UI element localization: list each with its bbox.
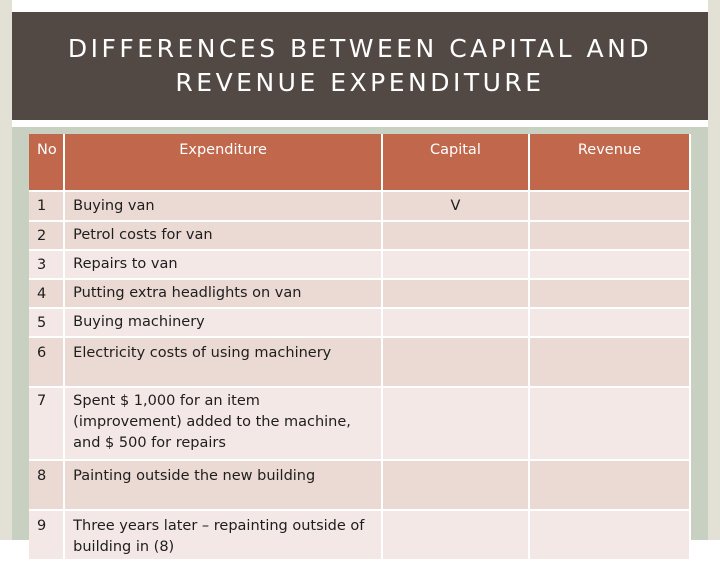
row-expenditure: Three years later – repainting outside of building in (8) <box>65 511 383 561</box>
header-capital: Capital <box>383 134 530 192</box>
row-revenue <box>530 222 691 251</box>
row-number: 5 <box>29 309 65 338</box>
table-row <box>29 388 691 461</box>
row-capital <box>383 338 530 388</box>
row-number: 4 <box>29 280 65 309</box>
row-number: 2 <box>29 222 65 251</box>
row-revenue <box>530 251 691 280</box>
row-capital: V <box>383 192 530 222</box>
left-decorative-stripe <box>0 0 12 540</box>
table-row <box>29 309 691 338</box>
row-expenditure: Spent $ 1,000 for an item (improvement) added to the machine, and $ 500 for repairs <box>65 388 383 461</box>
row-expenditure: Buying machinery <box>65 309 383 338</box>
row-number: 7 <box>29 388 65 461</box>
table-row <box>29 338 691 388</box>
table-row <box>29 461 691 511</box>
row-revenue <box>530 388 691 461</box>
row-number: 8 <box>29 461 65 511</box>
table-row <box>29 280 691 309</box>
page-title: DIFFERENCES BETWEEN CAPITAL AND REVENUE EXPENDITURE <box>67 34 653 97</box>
row-capital <box>383 280 530 309</box>
row-capital <box>383 251 530 280</box>
table-row <box>29 251 691 280</box>
right-decorative-stripe <box>708 0 720 540</box>
row-capital <box>383 388 530 461</box>
row-expenditure: Electricity costs of using machinery <box>65 338 383 388</box>
row-revenue <box>530 338 691 388</box>
expenditure-table <box>29 134 691 561</box>
row-number: 1 <box>29 192 65 222</box>
row-capital <box>383 309 530 338</box>
table-row <box>29 192 691 222</box>
row-expenditure: Putting extra headlights on van <box>65 280 383 309</box>
header-no: No <box>29 134 65 192</box>
row-revenue <box>530 192 691 222</box>
row-capital <box>383 461 530 511</box>
row-revenue <box>530 280 691 309</box>
row-revenue <box>530 511 691 561</box>
row-number: 6 <box>29 338 65 388</box>
row-capital <box>383 222 530 251</box>
header-revenue: Revenue <box>530 134 691 192</box>
row-expenditure: Repairs to van <box>65 251 383 280</box>
table-row <box>29 511 691 561</box>
row-number: 3 <box>29 251 65 280</box>
row-number: 9 <box>29 511 65 561</box>
row-expenditure: Petrol costs for van <box>65 222 383 251</box>
row-revenue <box>530 461 691 511</box>
header-expenditure: Expenditure <box>65 134 383 192</box>
title-bar <box>12 12 708 120</box>
row-capital <box>383 511 530 561</box>
table-header-row <box>29 134 691 192</box>
row-revenue <box>530 309 691 338</box>
row-expenditure: Buying van <box>65 192 383 222</box>
row-expenditure: Painting outside the new building <box>65 461 383 511</box>
table-row <box>29 222 691 251</box>
